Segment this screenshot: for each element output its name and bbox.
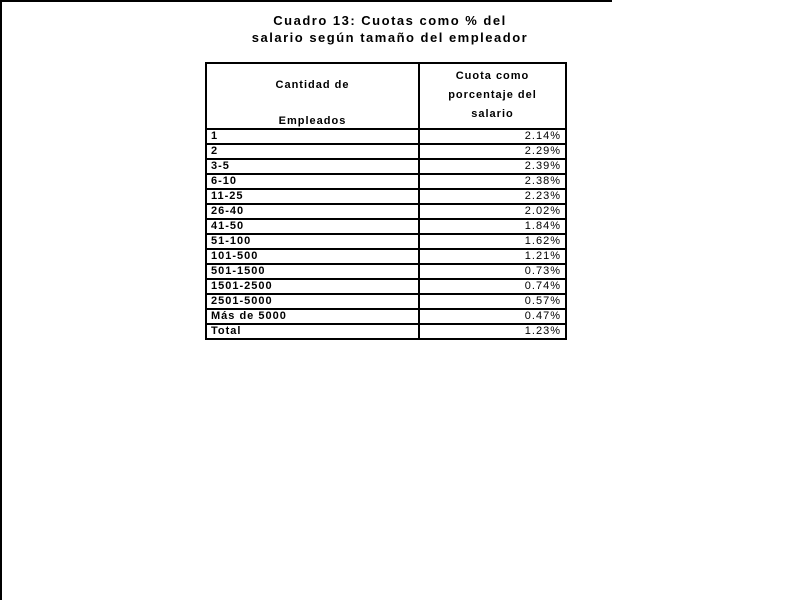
document-title: [0, 12, 780, 46]
table-row: [206, 264, 566, 279]
employee-count-cell: Más de 5000: [206, 309, 419, 324]
employee-count-cell: 2: [206, 144, 419, 159]
header-employee-count-line-2: Empleados: [278, 115, 347, 127]
quota-percent-cell: 0.74%: [419, 279, 566, 294]
quota-percent-cell: 0.47%: [419, 309, 566, 324]
employee-count-cell: 6-10: [206, 174, 419, 189]
header-quota-line-3: salario: [471, 108, 514, 120]
table-row: [206, 249, 566, 264]
quota-table: [205, 62, 567, 340]
quota-percent-cell: 2.23%: [419, 189, 566, 204]
document-title-line-2: salario según tamaño del empleador: [251, 30, 529, 45]
employee-count-cell: Total: [206, 324, 419, 339]
table-row: [206, 204, 566, 219]
table-body: [206, 129, 566, 339]
table-header: [206, 63, 566, 129]
quota-percent-cell: 2.29%: [419, 144, 566, 159]
table-row: [206, 324, 566, 339]
quota-percent-cell: 1.23%: [419, 324, 566, 339]
header-quota-line-2: porcentaje del: [448, 89, 537, 101]
quota-percent-cell: 0.57%: [419, 294, 566, 309]
header-quota-line-1: Cuota como: [455, 70, 530, 82]
employee-count-cell: 1: [206, 129, 419, 144]
table-row: [206, 219, 566, 234]
employee-count-cell: 11-25: [206, 189, 419, 204]
table-row: [206, 159, 566, 174]
table-row: [206, 189, 566, 204]
quota-percent-cell: 2.02%: [419, 204, 566, 219]
header-cell-employee-count: [206, 63, 419, 129]
employee-count-cell: 1501-2500: [206, 279, 419, 294]
employee-count-cell: 41-50: [206, 219, 419, 234]
table-row: [206, 144, 566, 159]
quota-percent-cell: 2.38%: [419, 174, 566, 189]
header-cell-quota-percent: [419, 63, 566, 129]
header-employee-count-line-1: Cantidad de: [275, 79, 350, 91]
table-header-row: [206, 63, 566, 129]
page-frame-top-border: [0, 0, 612, 2]
page-frame-left-border: [0, 0, 2, 600]
table-row: [206, 129, 566, 144]
employee-count-cell: 26-40: [206, 204, 419, 219]
employee-count-cell: 101-500: [206, 249, 419, 264]
quota-percent-cell: 2.39%: [419, 159, 566, 174]
quota-percent-cell: 1.62%: [419, 234, 566, 249]
document-title-line-1: Cuadro 13: Cuotas como % del: [273, 13, 507, 28]
quota-percent-cell: 0.73%: [419, 264, 566, 279]
employee-count-cell: 3-5: [206, 159, 419, 174]
quota-percent-cell: 1.21%: [419, 249, 566, 264]
quota-percent-cell: 2.14%: [419, 129, 566, 144]
table-row: [206, 234, 566, 249]
employee-count-cell: 51-100: [206, 234, 419, 249]
table-row: [206, 174, 566, 189]
table-row: [206, 309, 566, 324]
employee-count-cell: 501-1500: [206, 264, 419, 279]
table-row: [206, 294, 566, 309]
employee-count-cell: 2501-5000: [206, 294, 419, 309]
quota-percent-cell: 1.84%: [419, 219, 566, 234]
table-row: [206, 279, 566, 294]
